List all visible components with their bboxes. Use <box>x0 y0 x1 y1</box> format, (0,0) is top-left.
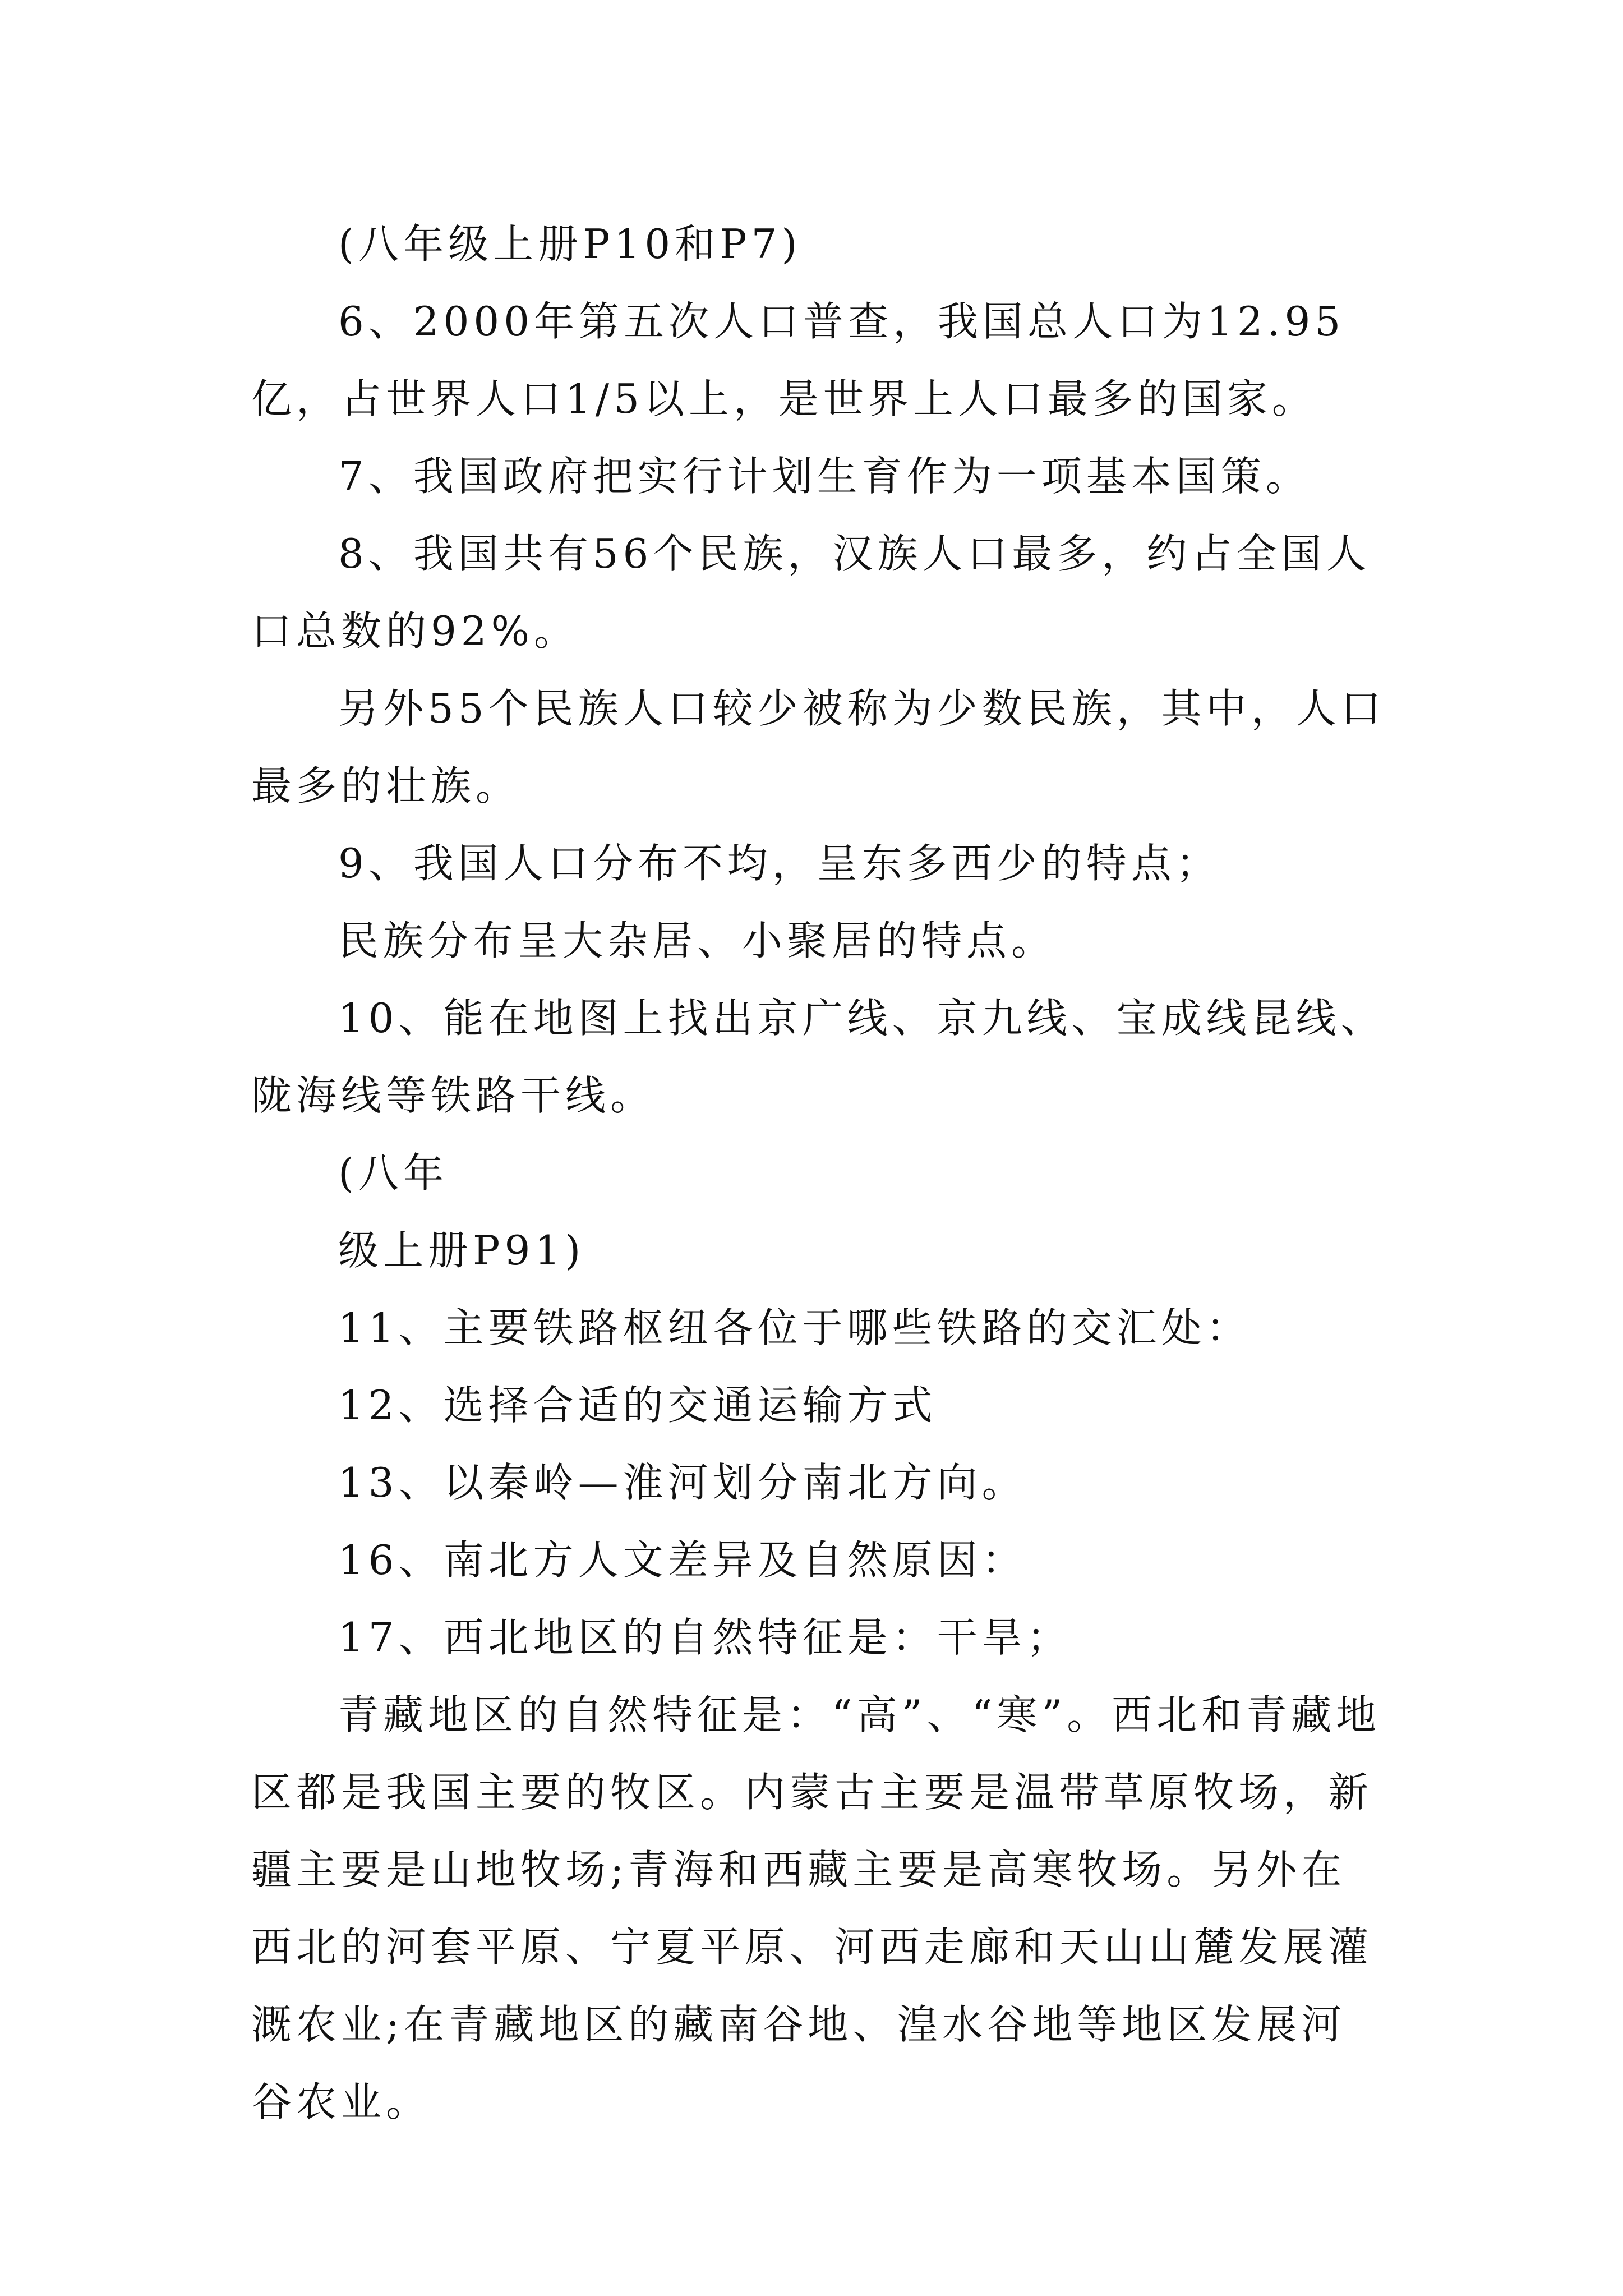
paragraph-minorities: 另外55个民族人口较少被称为少数民族，其中，人口最多的壮族。 <box>251 685 1386 809</box>
paragraph-grade8-reference-part2: 级上册P91) <box>338 1227 585 1274</box>
paragraph-item-12: 12、选择合适的交通运输方式 <box>338 1382 937 1429</box>
document-body <box>251 205 1390 2141</box>
paragraph-item-10: 10、能在地图上找出京广线、京九线、宝成线昆线、陇海线等铁路干线。 <box>251 995 1386 1119</box>
paragraph-item-7: 7、我国政府把实行计划生育作为一项基本国策。 <box>338 453 1311 500</box>
paragraph-item-11: 11、主要铁路枢纽各位于哪些铁路的交汇处： <box>338 1304 1251 1351</box>
paragraph-item-17: 17、西北地区的自然特征是：干旱； <box>338 1614 1072 1661</box>
paragraph-ethnic-distribution: 民族分布呈大杂居、小聚居的特点。 <box>338 917 1057 964</box>
paragraph-item-16: 16、南北方人文差异及自然原因： <box>338 1536 1027 1584</box>
paragraph-grade8-reference-part1: (八年 <box>338 1149 449 1197</box>
paragraph-item-6: 6、2000年第五次人口普查，我国总人口为12.95亿，占世界人口1/5以上，是世界上人口最多的国家。 <box>251 298 1345 422</box>
paragraph-qinghai-tibet: 青藏地区的自然特征是：“高”、“寒”。西北和青藏地区都是我国主要的牧区。内蒙古主要是温带草原牧场，新疆主要是山地牧场;青海和西藏主要是高寒牧场。另外在西北的河套平原、宁夏平原、河西走廊和天山山麓发展灌溉农业;在青藏地区的藏南谷地、湟水谷地等地区发展河谷农业。 <box>251 1691 1381 2125</box>
paragraph-grade8-reference: (八年级上册P10和P7) <box>338 220 802 268</box>
paragraph-item-8: 8、我国共有56个民族，汉族人口最多，约占全国人口总数的92%。 <box>251 530 1371 655</box>
paragraph-item-13: 13、以秦岭—淮河划分南北方向。 <box>338 1459 1027 1506</box>
paragraph-item-9: 9、我国人口分布不均，呈东多西少的特点； <box>338 840 1221 887</box>
